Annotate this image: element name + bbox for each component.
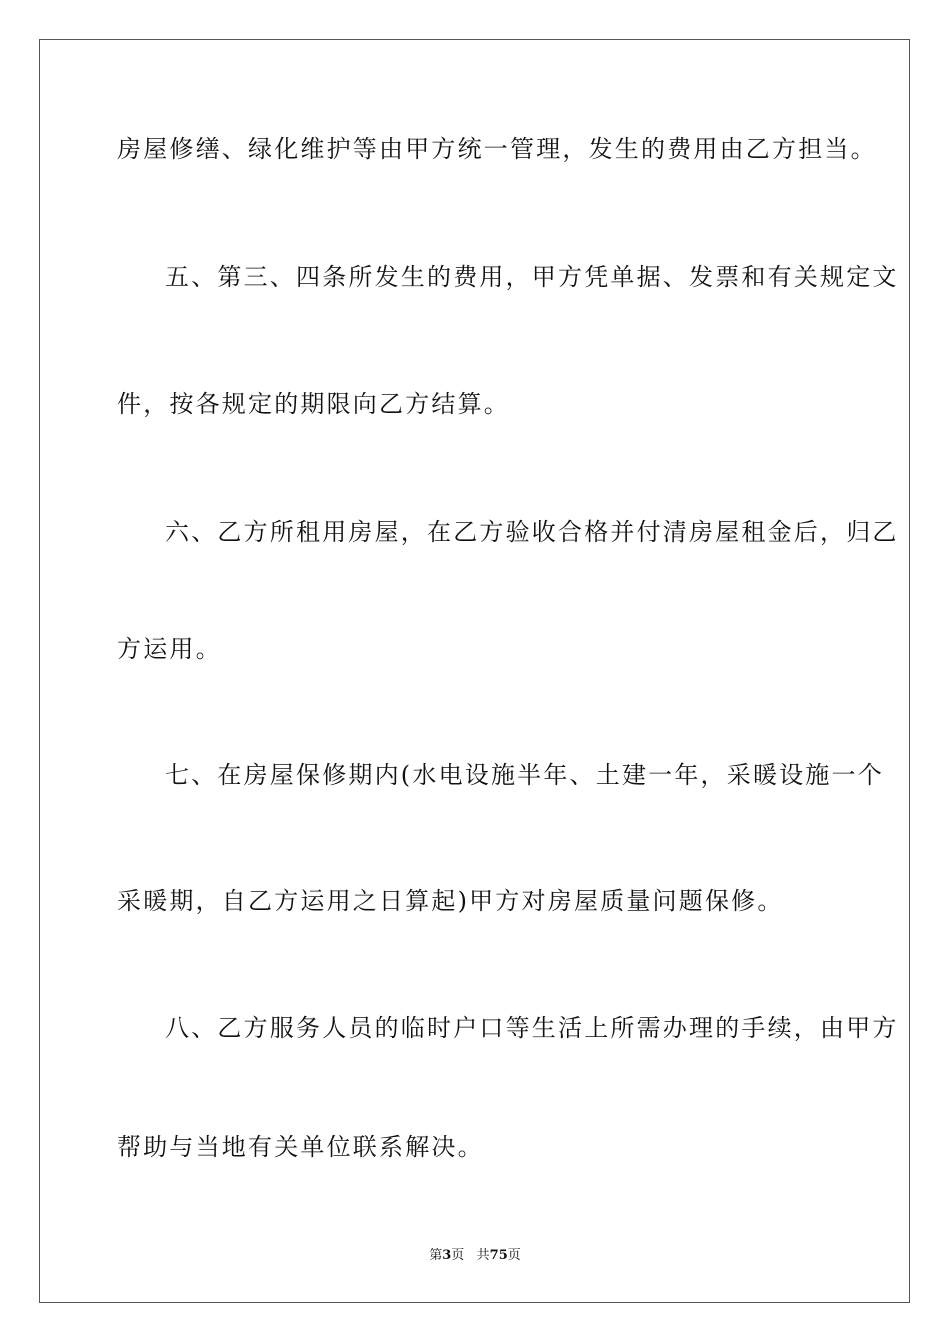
footer-prefix: 第 xyxy=(429,1248,443,1263)
page-footer xyxy=(0,1247,950,1265)
footer-suffix: 页 xyxy=(507,1248,521,1263)
paragraph-line: 七、在房屋保修期内(水电设施半年、土建一年，采暖设施一个 xyxy=(165,761,884,789)
current-page-number: 3 xyxy=(442,1248,452,1263)
paragraph-line: 方运用。 xyxy=(117,635,222,663)
paragraph-line: 房屋修缮、绿化维护等由甲方统一管理，发生的费用由乙方担当。 xyxy=(117,135,877,163)
paragraph-line: 八、乙方服务人员的临时户口等生活上所需办理的手续，由甲方 xyxy=(165,1014,899,1042)
page-border xyxy=(39,39,910,1303)
paragraph-line: 帮助与当地有关单位联系解决。 xyxy=(117,1133,484,1161)
paragraph-line: 采暖期，自乙方运用之日算起)甲方对房屋质量问题保修。 xyxy=(117,887,784,915)
paragraph-line: 件，按各规定的期限向乙方结算。 xyxy=(117,390,510,418)
paragraph-line: 五、第三、四条所发生的费用，甲方凭单据、发票和有关规定文 xyxy=(165,263,899,291)
total-page-count: 75 xyxy=(489,1248,508,1263)
paragraph-line: 六、乙方所租用房屋，在乙方验收合格并付清房屋租金后，归乙 xyxy=(165,518,899,546)
footer-mid: 页 共 xyxy=(451,1248,490,1263)
